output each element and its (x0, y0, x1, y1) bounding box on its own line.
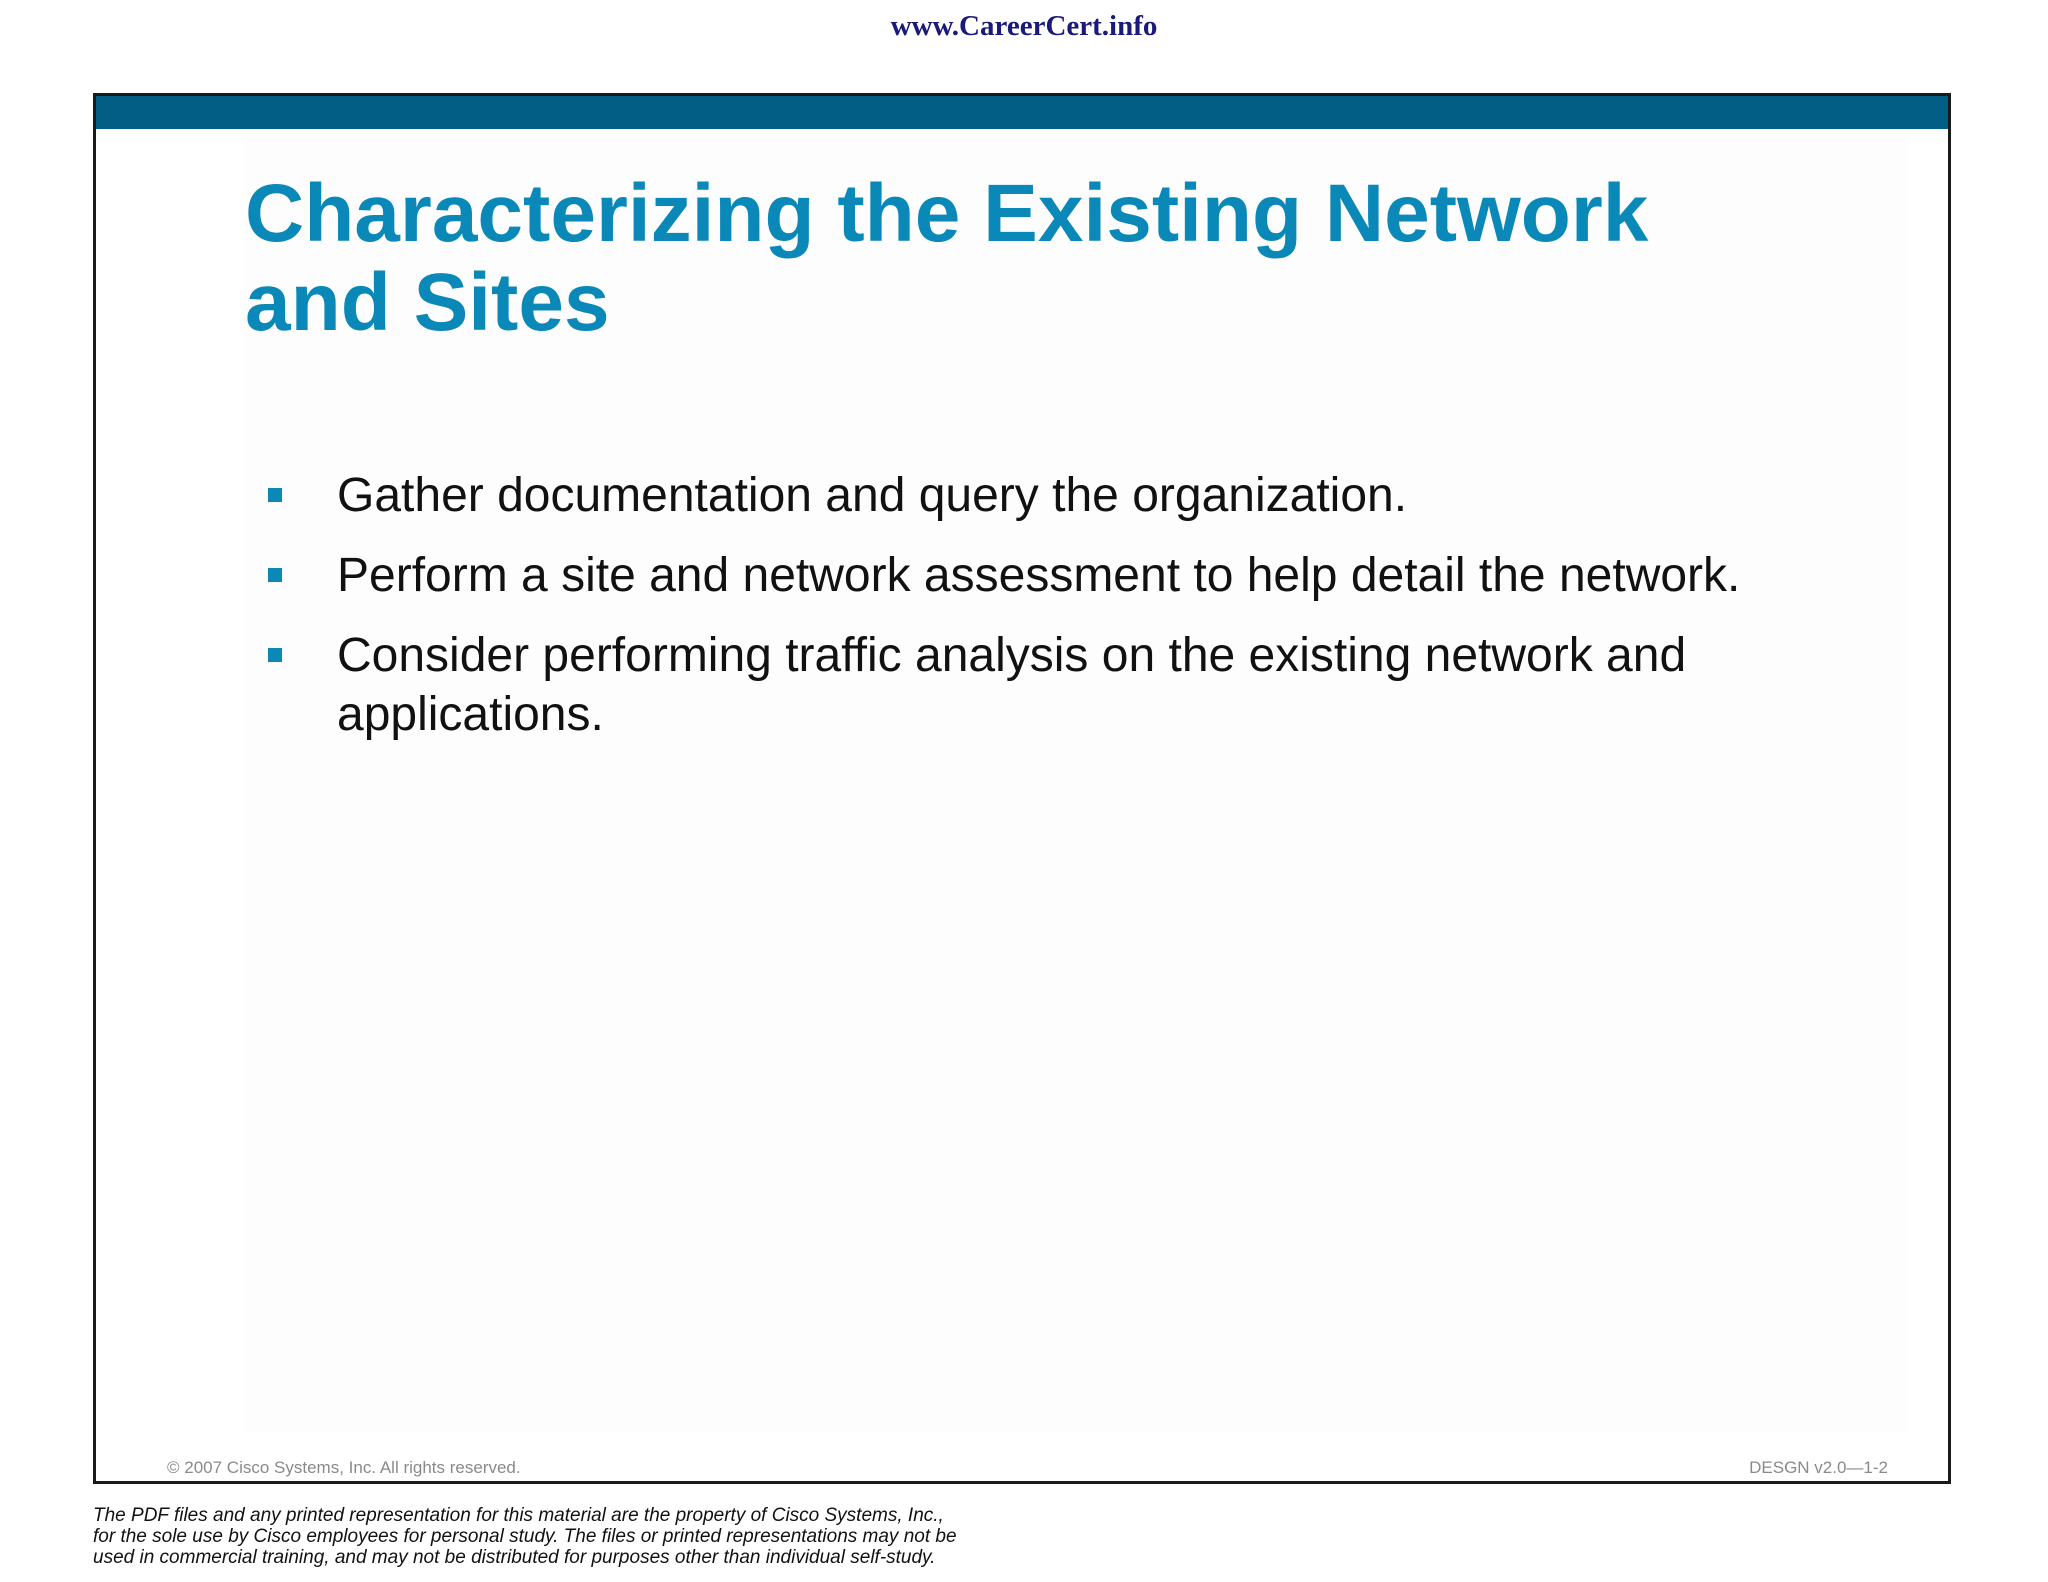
square-bullet-icon (268, 488, 282, 502)
square-bullet-icon (268, 648, 282, 662)
bullet-text: Perform a site and network assessment to help detail the network. (337, 549, 1741, 602)
disclaimer-line: The PDF files and any printed representation for this material are the property of Cisco Systems, Inc., (93, 1505, 944, 1526)
copyright-notice: © 2007 Cisco Systems, Inc. All rights reserved. (167, 1458, 521, 1477)
disclaimer (93, 1505, 1193, 1568)
slide-number: DESGN v2.0—1-2 (1749, 1458, 1888, 1477)
bullet-list (268, 466, 1868, 765)
slide (93, 93, 1951, 1484)
bullet-item (268, 546, 1868, 605)
bullet-item (268, 466, 1868, 525)
bullet-item (268, 626, 1868, 744)
slide-title: Characterizing the Existing Network and Sites (245, 168, 1649, 348)
disclaimer-line: used in commercial training, and may not be distributed for purposes other than individual self-study. (93, 1547, 936, 1568)
disclaimer-line: for the sole use by Cisco employees for personal study. The files or printed representations may not be (93, 1526, 957, 1547)
bullet-text: Consider performing traffic analysis on the existing network and applications. (337, 629, 1687, 741)
bullet-text: Gather documentation and query the organization. (337, 469, 1408, 522)
square-bullet-icon (268, 568, 282, 582)
slide-top-bar (96, 96, 1948, 129)
site-url: www.CareerCert.info (890, 10, 1158, 42)
